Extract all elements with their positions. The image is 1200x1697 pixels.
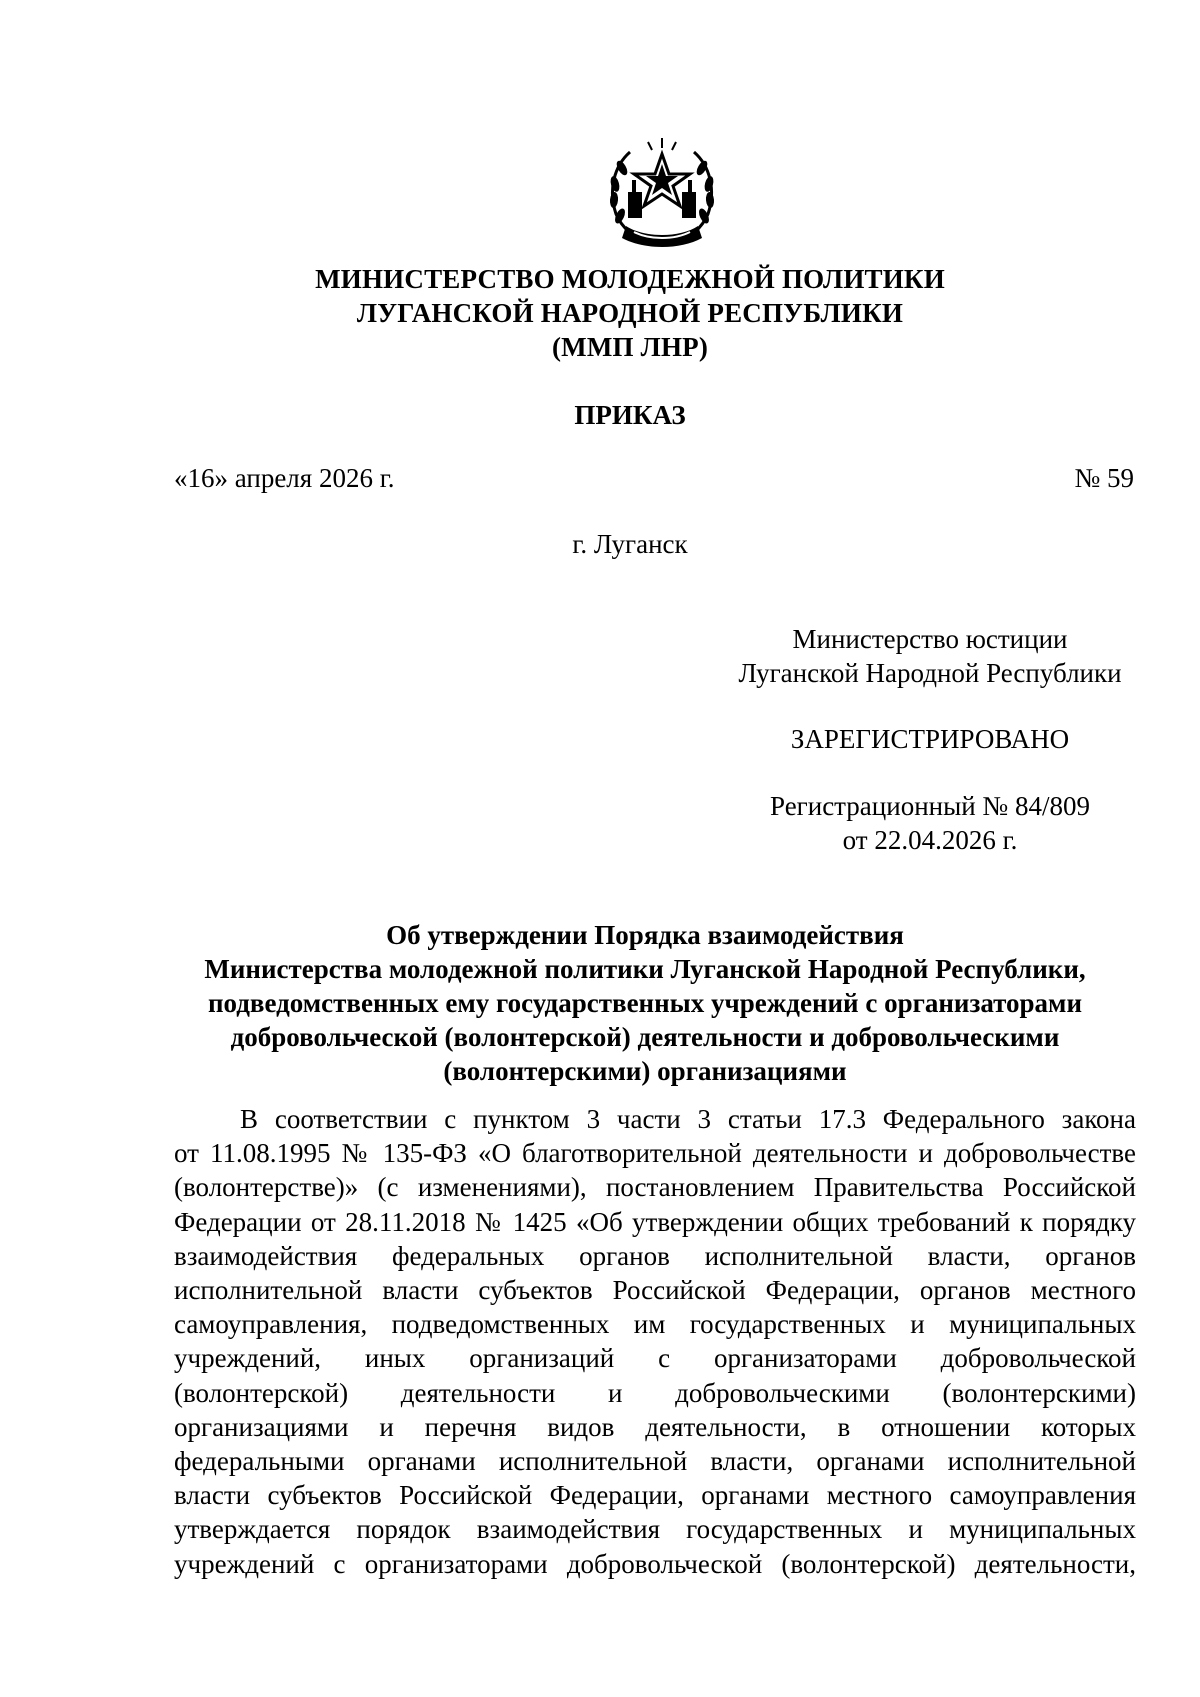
coat-of-arms-emblem <box>600 134 724 252</box>
body-line: учреждений, иных организаций с организаторами добровольческой <box>174 1343 1136 1374</box>
title-line: подведомственных ему государственных учреждений с организаторами <box>207 988 1083 1018</box>
body-line: учреждений с организаторами добровольческой (волонтерской) деятельности, <box>174 1548 1136 1579</box>
body-line: самоуправления, подведомственных им государственных и муниципальных <box>174 1309 1136 1340</box>
registration-ministry-line1: Министерство юстиции <box>792 624 1068 654</box>
registration-details <box>724 789 1136 857</box>
registration-ministry <box>724 622 1136 690</box>
body-line: исполнительной власти субъектов Российской Федерации, органов местного <box>174 1275 1136 1306</box>
document-type-heading: ПРИКАЗ <box>574 400 686 430</box>
body-line: В соответствии с пунктом 3 части 3 статьи 17.3 Федерального закона <box>240 1104 1136 1134</box>
body-line: Федерации от 28.11.2018 № 1425 «Об утверждении общих требований к порядку <box>174 1206 1136 1237</box>
body-line: власти субъектов Российской Федерации, органами местного самоуправления <box>174 1480 1136 1511</box>
body-paragraph <box>174 1102 1136 1581</box>
document-title <box>170 918 1120 1088</box>
body-line: организациями и перечня видов деятельности, в отношении которых <box>174 1411 1136 1442</box>
title-line: Об утверждении Порядка взаимодействия <box>386 920 904 950</box>
title-line: добровольческой (волонтерской) деятельности и добровольческими <box>230 1022 1060 1052</box>
title-line: (волонтерскими) организациями <box>443 1056 847 1086</box>
registration-status: ЗАРЕГИСТРИРОВАНО <box>790 724 1070 754</box>
title-line: Министерства молодежной политики Луганской Народной Республики, <box>204 954 1086 984</box>
registration-number: Регистрационный № 84/809 <box>770 791 1090 821</box>
ministry-name-line2: ЛУГАНСКОЙ НАРОДНОЙ РЕСПУБЛИКИ <box>356 298 904 328</box>
body-line: (волонтерской) деятельности и добровольческими (волонтерскими) <box>174 1377 1136 1408</box>
ministry-abbreviation: (ММП ЛНР) <box>551 332 709 362</box>
registration-date: от 22.04.2026 г. <box>842 825 1018 855</box>
ministry-name-line1: МИНИСТЕРСТВО МОЛОДЕЖНОЙ ПОЛИТИКИ <box>315 264 945 294</box>
city-name: г. Луганск <box>572 529 688 559</box>
body-line: (волонтерстве)» (с изменениями), постановлением Правительства Российской <box>174 1172 1136 1203</box>
registration-ministry-line2: Луганской Народной Республики <box>738 658 1122 688</box>
body-line: федеральными органами исполнительной власти, органами исполнительной <box>174 1446 1136 1477</box>
body-line: от 11.08.1995 № 135-ФЗ «О благотворительной деятельности и добровольчестве <box>174 1138 1136 1169</box>
body-line: взаимодействия федеральных органов исполнительной власти, органов <box>174 1240 1136 1271</box>
body-line: утверждается порядок взаимодействия государственных и муниципальных <box>174 1514 1136 1545</box>
order-number: № 59 <box>1074 463 1134 493</box>
order-date: «16» апреля 2026 г. <box>174 463 395 493</box>
